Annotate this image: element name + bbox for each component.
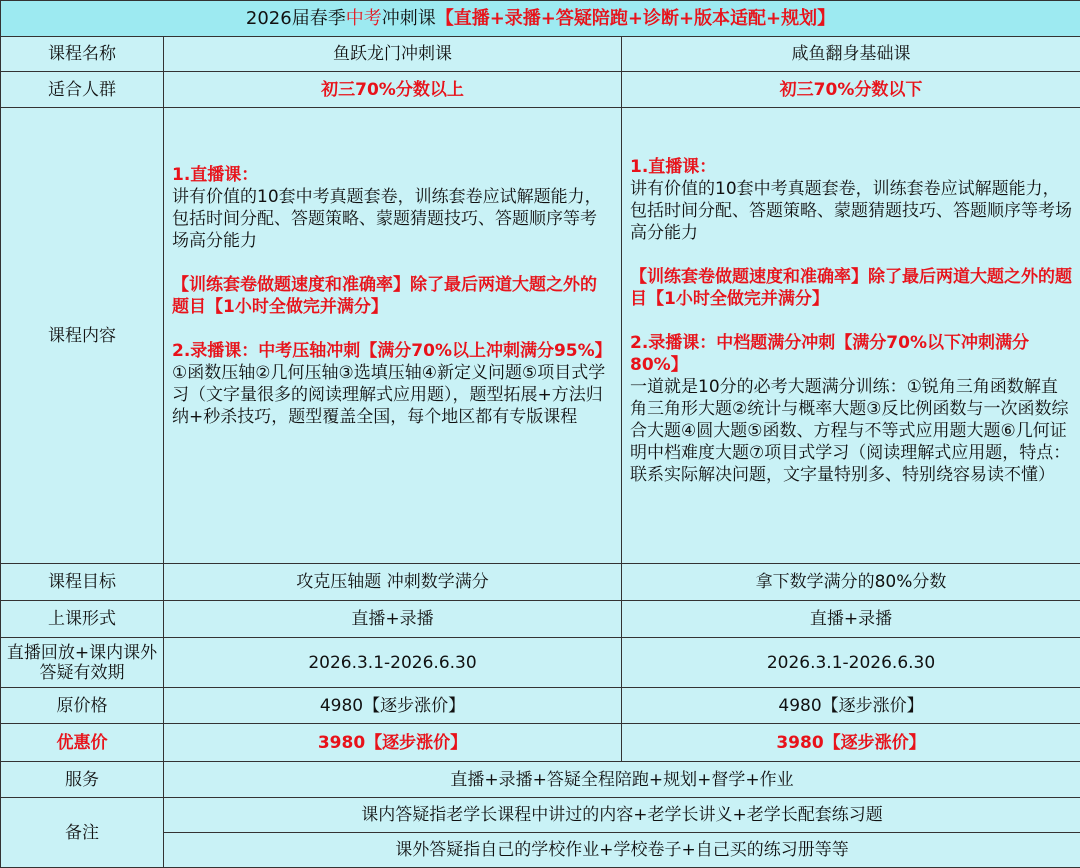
course-b-audience: 初三70%分数以下 [622, 72, 1080, 108]
label-validity: 直播回放+课内课外答疑有效期 [1, 638, 164, 688]
course-a-original-price: 4980【逐步涨价】 [164, 688, 622, 724]
table-title [1, 1, 1080, 37]
label-course-name: 课程名称 [1, 37, 164, 72]
title-middle: 冲刺课 [382, 8, 436, 29]
course-a-audience: 初三70%分数以上 [164, 72, 622, 108]
course-b-goal: 拿下数学满分的80%分数 [622, 564, 1080, 601]
label-notes: 备注 [1, 798, 164, 868]
course-b-validity: 2026.3.1-2026.6.30 [622, 638, 1080, 688]
course-b-recorded-heading: 2.录播课：中档题满分冲刺【满分70%以下冲刺满分80%】 [630, 332, 1072, 376]
course-a-live-emphasis: 【训练套卷做题速度和准确率】除了最后两道大题之外的题目【1小时全做完并满分】 [172, 274, 613, 318]
course-b-original-price: 4980【逐步涨价】 [622, 688, 1080, 724]
label-goal: 课程目标 [1, 564, 164, 601]
notes-line-2: 课外答疑指自己的学校作业+学校卷子+自己买的练习册等等 [164, 833, 1080, 868]
course-b-discount-price: 3980【逐步涨价】 [622, 724, 1080, 762]
title-highlight: 中考 [346, 8, 382, 29]
course-b-name: 咸鱼翻身基础课 [622, 37, 1080, 72]
label-service: 服务 [1, 762, 164, 798]
course-a-recorded-heading: 2.录播课：中考压轴冲刺【满分70%以上冲刺满分95%】 [172, 340, 613, 362]
course-a-validity: 2026.3.1-2026.6.30 [164, 638, 622, 688]
title-prefix: 2026届春季 [246, 8, 346, 29]
course-a-format: 直播+录播 [164, 601, 622, 638]
course-b-live-heading: 1.直播课： [630, 156, 1072, 178]
label-format: 上课形式 [1, 601, 164, 638]
course-b-content [622, 108, 1080, 564]
label-audience: 适合人群 [1, 72, 164, 108]
label-content: 课程内容 [1, 108, 164, 564]
service-value: 直播+录播+答疑全程陪跑+规划+督学+作业 [164, 762, 1080, 798]
course-b-recorded-desc: 一道就是10分的必考大题满分训练：①锐角三角函数解直角三角形大题②统计与概率大题③反比例函数与一次函数综合大题④圆大题⑤函数、方程与不等式应用题大题⑥几何证明中档难度大题⑦项目式学习（阅读理解式应用题，特点：联系实际解决问题，文字量特别多、特别绕容易读不懂） [630, 376, 1072, 486]
course-a-recorded-desc: ①函数压轴②几何压轴③选填压轴④新定义问题⑤项目式学习（文字量很多的阅读理解式应用题），题型拓展+方法归纳+秒杀技巧，题型覆盖全国，每个地区都有专版课程 [172, 362, 613, 428]
course-b-live-emphasis: 【训练套卷做题速度和准确率】除了最后两道大题之外的题目【1小时全做完并满分】 [630, 266, 1072, 310]
title-bracket: 【直播+录播+答疑陪跑+诊断+版本适配+规划】 [436, 8, 835, 29]
notes-line-1: 课内答疑指老学长课程中讲过的内容+老学长讲义+老学长配套练习题 [164, 798, 1080, 833]
label-discount-price: 优惠价 [1, 724, 164, 762]
course-a-live-desc: 讲有价值的10套中考真题套卷，训练套卷应试解题能力，包括时间分配、答题策略、蒙题猜题技巧、答题顺序等考场高分能力 [172, 186, 613, 252]
course-a-goal: 攻克压轴题 冲刺数学满分 [164, 564, 622, 601]
course-a-content [164, 108, 622, 564]
course-a-live-heading: 1.直播课： [172, 164, 613, 186]
label-original-price: 原价格 [1, 688, 164, 724]
course-a-name: 鱼跃龙门冲刺课 [164, 37, 622, 72]
course-b-live-desc: 讲有价值的10套中考真题套卷，训练套卷应试解题能力，包括时间分配、答题策略、蒙题猜题技巧、答题顺序等考场高分能力 [630, 178, 1072, 244]
course-b-format: 直播+录播 [622, 601, 1080, 638]
course-a-discount-price: 3980【逐步涨价】 [164, 724, 622, 762]
